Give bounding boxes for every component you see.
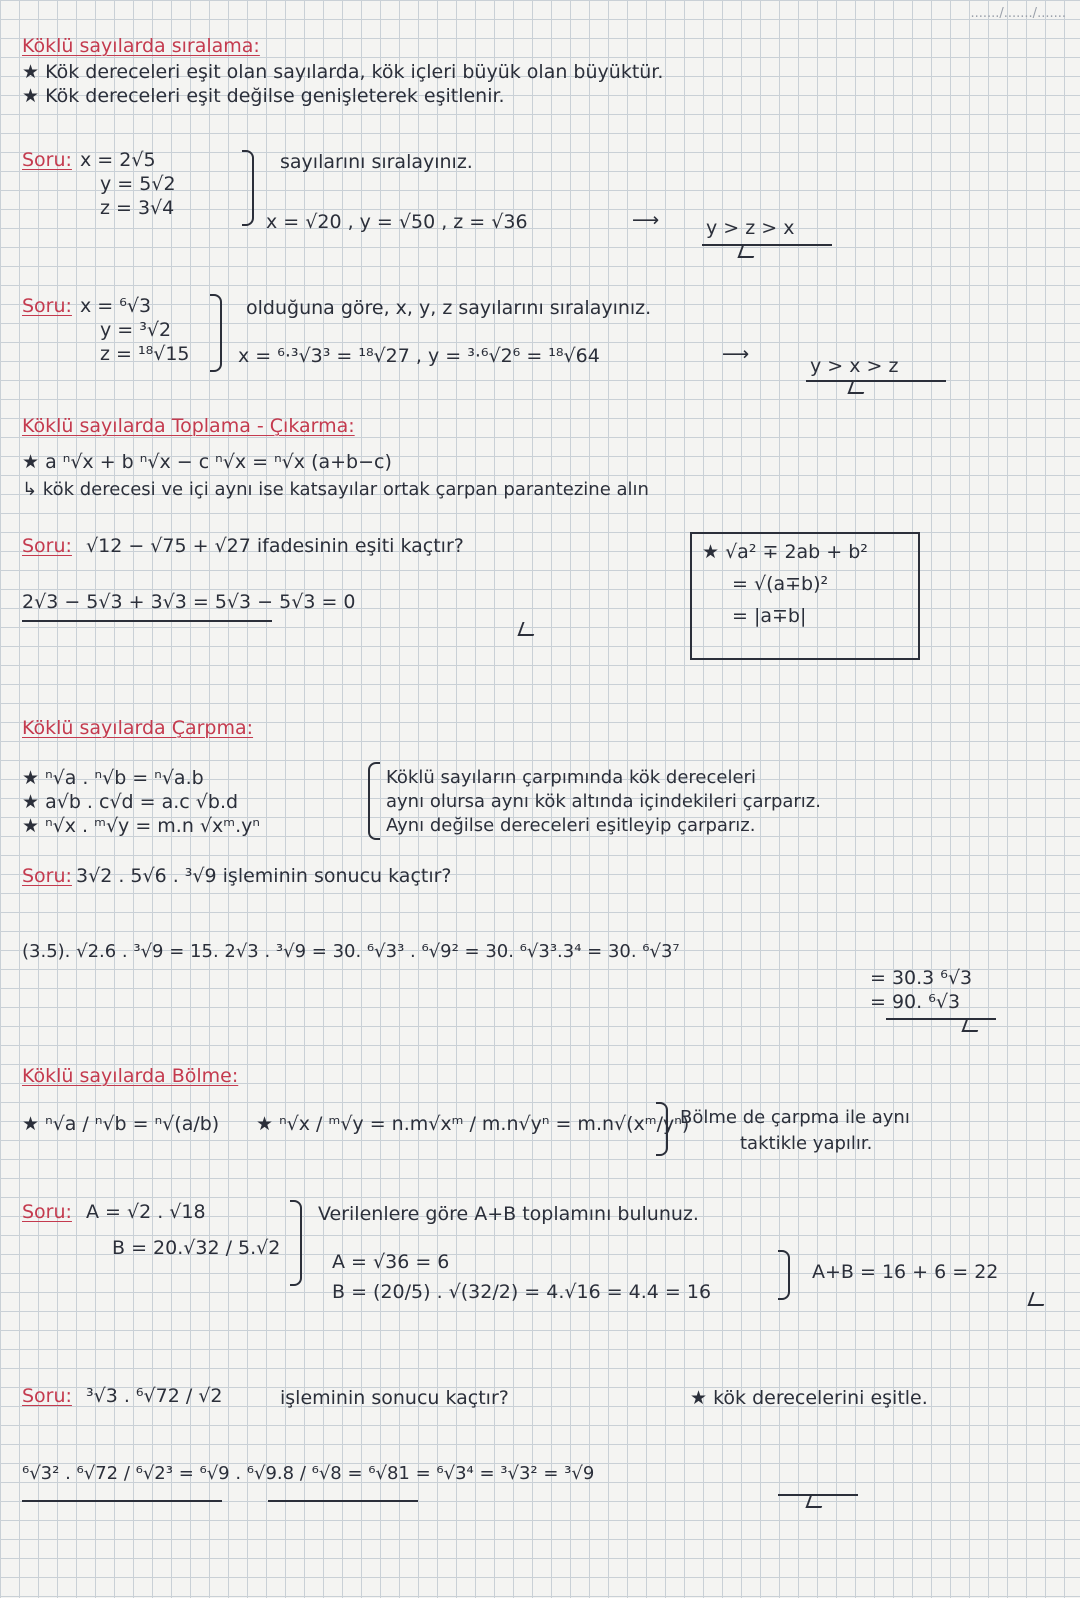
question-label: Soru:	[22, 149, 72, 171]
section-title-toplama: Köklü sayılarda Toplama - Çıkarma:	[22, 415, 355, 437]
fraction-line	[22, 1500, 222, 1502]
bolme-q2-hint: ★ kök derecelerini eşitle.	[690, 1387, 928, 1409]
answer-mark	[847, 380, 868, 394]
arrow-icon: ⟶	[632, 209, 660, 231]
question-label: Soru:	[22, 1201, 72, 1223]
brace	[368, 762, 380, 840]
answer-mark	[805, 1494, 826, 1508]
carpma-q-work-2: = 30.3 ⁶√3	[870, 967, 973, 989]
answer-mark	[961, 1018, 982, 1032]
bolme-note-2: taktikle yapılır.	[740, 1133, 873, 1154]
toplama-q-expr: √12 − √75 + √27 ifadesinin eşiti kaçtır?	[86, 535, 464, 557]
date-mark: ......./......./.......	[970, 6, 1066, 21]
brace	[778, 1250, 790, 1300]
brace	[290, 1200, 302, 1286]
identity-line-3: = |a∓b|	[732, 605, 807, 627]
q1-work: x = √20 , y = √50 , z = √36	[266, 211, 528, 233]
q2-prompt: olduğuna göre, x, y, z sayılarını sıralayınız.	[246, 297, 652, 319]
bolme-q1-work-a: A = √36 = 6	[332, 1251, 450, 1273]
bolme-q2-prompt: işleminin sonucu kaçtır?	[280, 1387, 509, 1409]
rule-carpma-1: ★ ⁿ√a . ⁿ√b = ⁿ√a.b	[22, 767, 204, 789]
rule-siralama-2: ★ Kök dereceleri eşit değilse genişleterek eşitlenir.	[22, 85, 505, 107]
carpma-explain-2: aynı olursa aynı kök altında içindekileri çarparız.	[386, 791, 821, 812]
q1-answer: y > z > x	[706, 217, 795, 239]
toplama-q-work: 2√3 − 5√3 + 3√3 = 5√3 − 5√3 = 0	[22, 591, 356, 613]
rule-bolme-2: ★ ⁿ√x / ᵐ√y = n.m√xᵐ / m.n√yⁿ = m.n√(xᵐ/yⁿ)	[256, 1113, 690, 1135]
q2-answer: y > x > z	[810, 355, 899, 377]
fraction-line	[268, 1500, 418, 1502]
rule-bolme-1: ★ ⁿ√a / ⁿ√b = ⁿ√(a/b)	[22, 1113, 220, 1135]
identity-line-2: = √(a∓b)²	[732, 573, 829, 595]
rule-carpma-2: ★ a√b . c√d = a.c √b.d	[22, 791, 239, 813]
rule-siralama-1: ★ Kök dereceleri eşit olan sayılarda, kök içleri büyük olan büyüktür.	[22, 61, 664, 83]
rule-carpma-3: ★ ⁿ√x . ᵐ√y = m.n √xᵐ.yⁿ	[22, 815, 260, 837]
q2-z: z = ¹⁸√15	[100, 343, 190, 365]
arrow-icon: ⟶	[722, 343, 750, 365]
note-toplama: ↳ kök derecesi ve içi aynı ise katsayılar ortak çarpan parantezine alın	[22, 479, 649, 500]
brace	[242, 150, 254, 226]
rule-toplama: ★ a ⁿ√x + b ⁿ√x − c ⁿ√x = ⁿ√x (a+b−c)	[22, 451, 392, 473]
answer-mark	[737, 244, 758, 258]
carpma-q-work-3: = 90. ⁶√3	[870, 991, 961, 1013]
q1-y: y = 5√2	[100, 173, 176, 195]
answer-mark	[517, 622, 538, 636]
q1-z: z = 3√4	[100, 197, 175, 219]
identity-line-1: ★ √a² ∓ 2ab + b²	[702, 541, 868, 563]
section-title-bolme: Köklü sayılarda Bölme:	[22, 1065, 239, 1087]
q2-y: y = ³√2	[100, 319, 172, 341]
bolme-note-1: Bölme de çarpma ile aynı	[680, 1107, 910, 1128]
q1-x: x = 2√5	[80, 149, 156, 171]
work-underline	[22, 620, 272, 622]
carpma-q-work-1: (3.5). √2.6 . ³√9 = 15. 2√3 . ³√9 = 30. ⁶√3³ . ⁶√9² = 30. ⁶√3³.3⁴ = 30. ⁶√3⁷	[22, 941, 680, 962]
bolme-q2-expr: ³√3 . ⁶√72 / √2	[86, 1385, 223, 1407]
section-title-carpma: Köklü sayılarda Çarpma:	[22, 717, 254, 739]
bolme-q1-answer: A+B = 16 + 6 = 22	[812, 1261, 999, 1283]
carpma-explain-3: Aynı değilse dereceleri eşitleyip çarparız.	[386, 815, 756, 836]
brace	[210, 294, 222, 372]
question-label: Soru:	[22, 1385, 72, 1407]
bolme-q1-prompt: Verilenlere göre A+B toplamını bulunuz.	[318, 1203, 699, 1225]
carpma-q-expr: 3√2 . 5√6 . ³√9 işleminin sonucu kaçtır?	[76, 865, 452, 887]
bolme-q1-b: B = 20.√32 / 5.√2	[112, 1237, 281, 1259]
bolme-q1-a: A = √2 . √18	[86, 1201, 206, 1223]
bolme-q2-work: ⁶√3² . ⁶√72 / ⁶√2³ = ⁶√9 . ⁶√9.8 / ⁶√8 = ⁶√81 = ⁶√3⁴ = ³√3² = ³√9	[22, 1463, 595, 1484]
carpma-explain-1: Köklü sayıların çarpımında kök dereceleri	[386, 767, 756, 788]
answer-underline	[806, 380, 946, 382]
bolme-q1-work-b: B = (20/5) . √(32/2) = 4.√16 = 4.4 = 16	[332, 1281, 712, 1303]
q1-prompt: sayılarını sıralayınız.	[280, 151, 473, 173]
brace	[656, 1102, 668, 1156]
section-title-siralama: Köklü sayılarda sıralama:	[22, 35, 260, 57]
answer-mark	[1027, 1292, 1048, 1306]
q2-x: x = ⁶√3	[80, 295, 152, 317]
question-label: Soru:	[22, 295, 72, 317]
question-label: Soru:	[22, 865, 72, 887]
q2-work: x = ⁶·³√3³ = ¹⁸√27 , y = ³·⁶√2⁶ = ¹⁸√64	[238, 345, 600, 367]
answer-underline	[702, 244, 832, 246]
question-label: Soru:	[22, 535, 72, 557]
